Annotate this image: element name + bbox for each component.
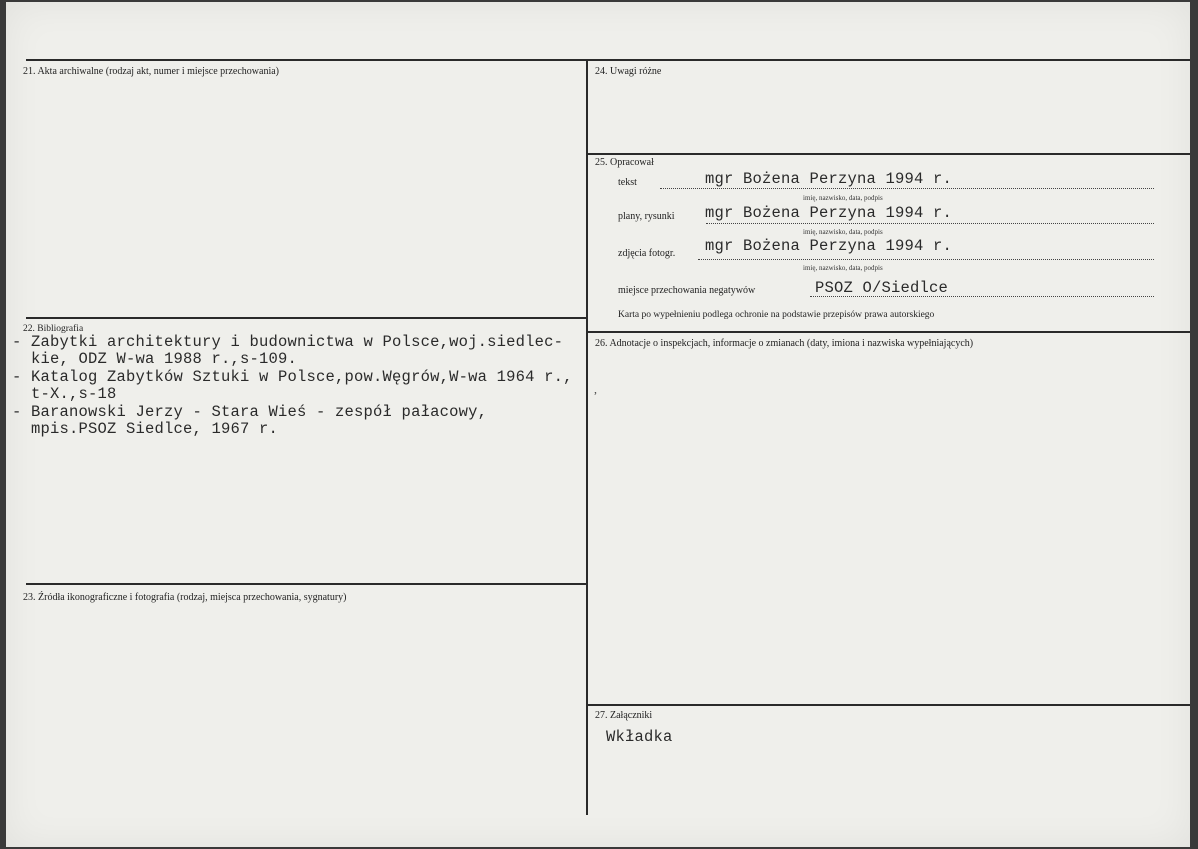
rule-22-23 [26,583,586,585]
zdjecia-value: mgr Bożena Perzyna 1994 r. [705,237,953,255]
record-card [6,2,1190,847]
zdjecia-line [698,259,1154,260]
plany-line [706,223,1154,224]
plany-caption: imię, nazwisko, data, podpis [803,228,883,236]
section-21-label: 21. Akta archiwalne (rodzaj akt, numer i miejsce przechowania) [23,66,280,77]
zdjecia-label: zdjęcia fotogr. [618,248,676,259]
bibliography-line-1: - Zabytki architektury i budownictwa w Polsce,woj.siedlec- [12,333,564,351]
top-rule [26,59,1190,61]
copyright-notice: Karta po wypełnieniu podlega ochronie na podstawie przepisów prawa autorskiego [618,310,935,320]
bibliography-line-6: mpis.PSOZ Siedlce, 1967 r. [12,420,279,438]
rule-26-27 [588,704,1190,706]
bibliography-line-5: - Baranowski Jerzy - Stara Wieś - zespół pałacowy, [12,403,488,421]
plany-label: plany, rysunki [618,211,675,222]
negatywy-value: PSOZ O/Siedlce [815,279,949,297]
attachments-value: Wkładka [606,728,673,746]
bibliography-line-3: - Katalog Zabytków Sztuki w Polsce,pow.Węgrów,W-wa 1964 r., [12,368,573,386]
bibliography-line-4: t-X.,s-18 [12,385,117,403]
negatywy-label: miejsce przechowania negatywów [618,285,756,296]
rule-24-25 [588,153,1190,155]
section-22-label: 22. Bibliografia [23,324,84,334]
tekst-label: tekst [618,177,637,188]
tekst-caption: imię, nazwisko, data, podpis [803,194,883,202]
section-24-label: 24. Uwagi różne [595,66,662,77]
section-25-label: 25. Opracował [595,157,654,168]
tekst-value: mgr Bożena Perzyna 1994 r. [705,170,953,188]
bibliography-line-2: kie, ODZ W-wa 1988 r.,s-109. [12,350,298,368]
plany-value: mgr Bożena Perzyna 1994 r. [705,204,953,222]
section-23-label: 23. Źródła ikonograficzne i fotografia (rodzaj, miejsca przechowania, sygnatury) [23,592,347,603]
section-26-label: 26. Adnotacje o inspekcjach, informacje o zmianach (daty, imiona i nazwiska wypełniających) [595,338,974,349]
tekst-line [660,188,1154,189]
column-divider [586,60,588,815]
zdjecia-caption: imię, nazwisko, data, podpis [803,264,883,272]
section-27-label: 27. Załączniki [595,710,653,721]
rule-25-26 [588,331,1190,333]
stray-mark: , [594,382,597,396]
rule-21-22 [26,317,586,319]
